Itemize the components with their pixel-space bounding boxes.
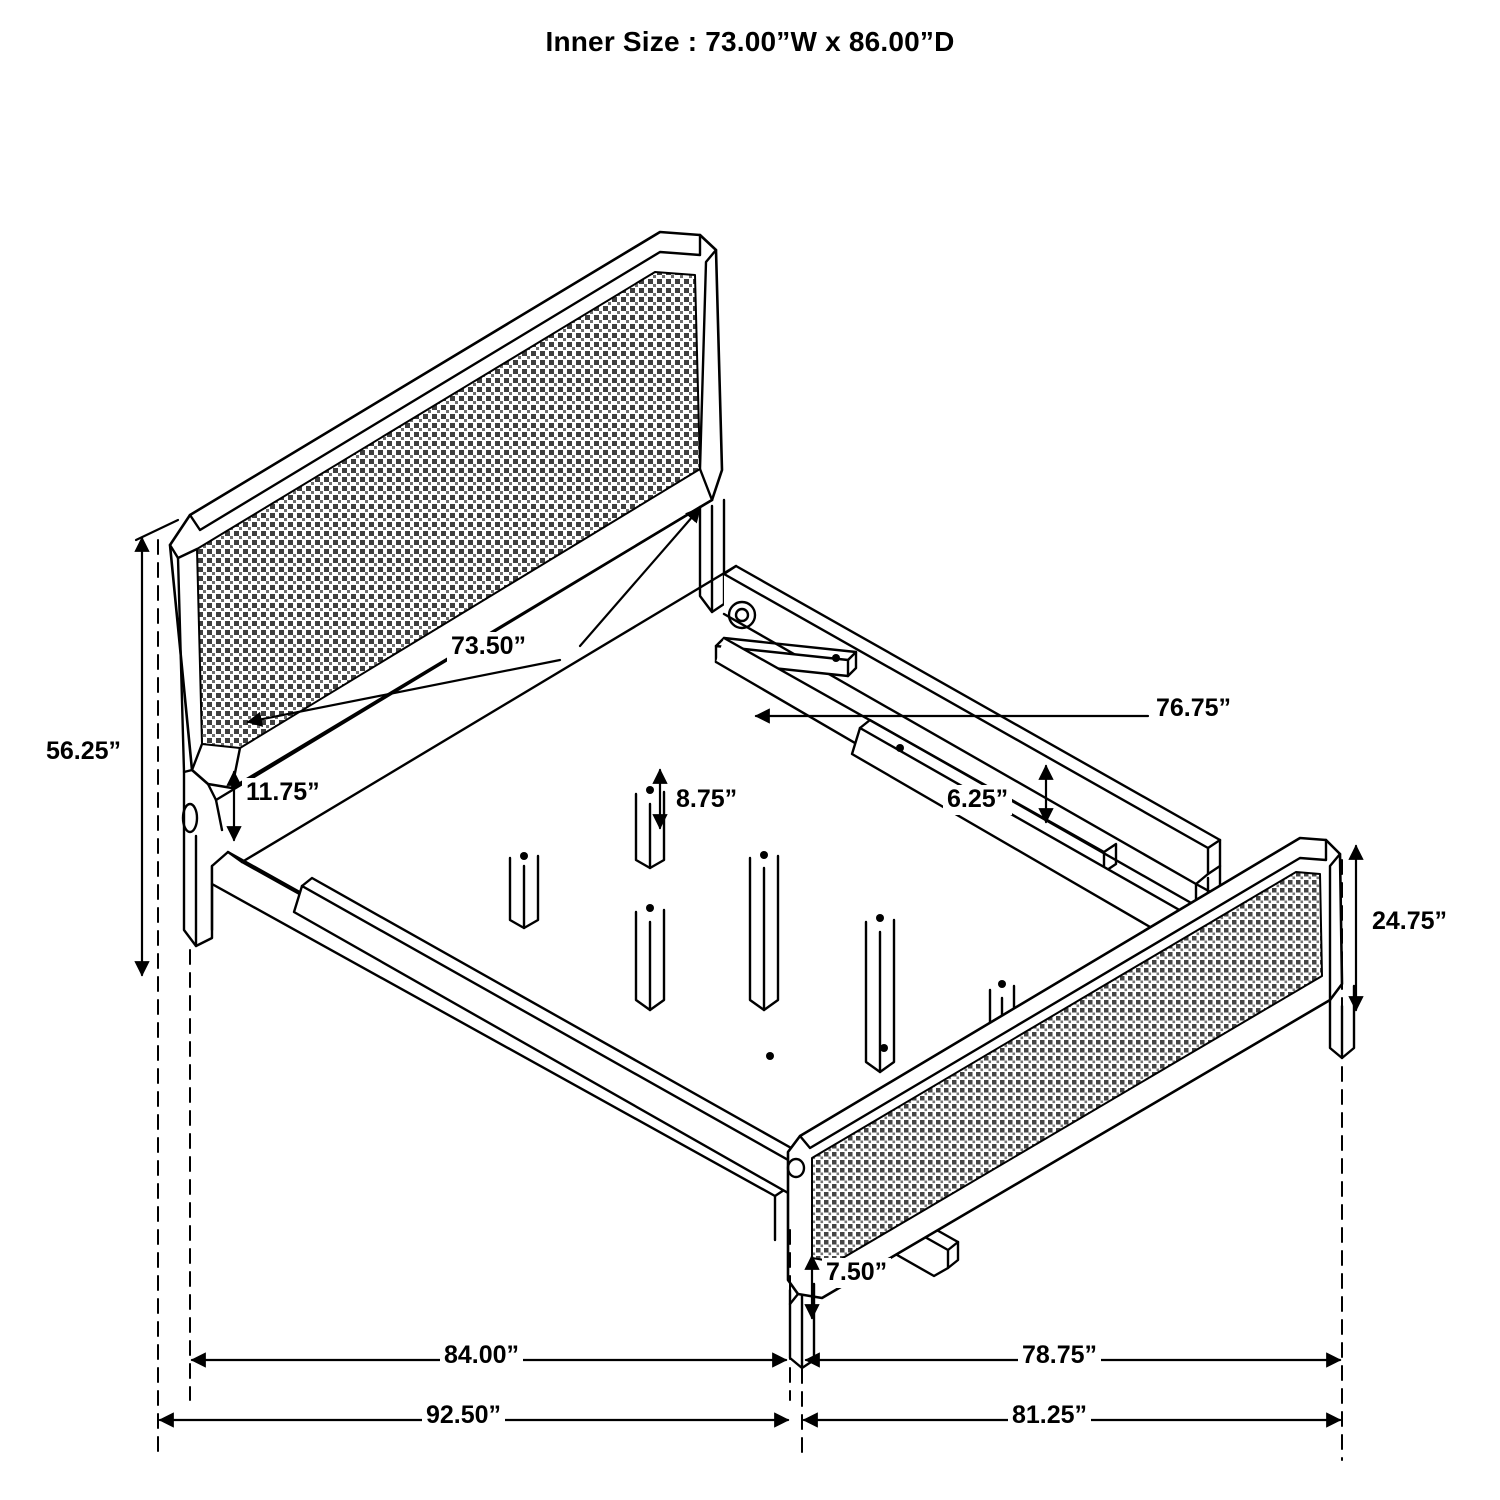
headboard-right-post — [700, 500, 724, 612]
footboard — [788, 838, 1354, 1368]
dim-label-84-00: 84.00” — [440, 1341, 523, 1371]
dim-label-56-25: 56.25” — [42, 737, 125, 767]
dim-label-6-25: 6.25” — [943, 785, 1012, 815]
dim-label-76-75: 76.75” — [1152, 694, 1235, 724]
dim-label-11-75: 11.75” — [242, 778, 324, 808]
dim-label-73-50: 73.50” — [447, 632, 530, 662]
headboard-left-post — [183, 772, 212, 946]
dim-label-8-75: 8.75” — [672, 785, 741, 815]
page-title: Inner Size : 73.00”W x 86.00”D — [545, 26, 955, 57]
dim-label-81-25: 81.25” — [1008, 1401, 1091, 1431]
dim-label-24-75: 24.75” — [1368, 907, 1451, 937]
dim-label-7-50: 7.50” — [822, 1258, 891, 1288]
dim-label-92-50: 92.50” — [422, 1401, 505, 1431]
dim-label-78-75: 78.75” — [1018, 1341, 1101, 1371]
